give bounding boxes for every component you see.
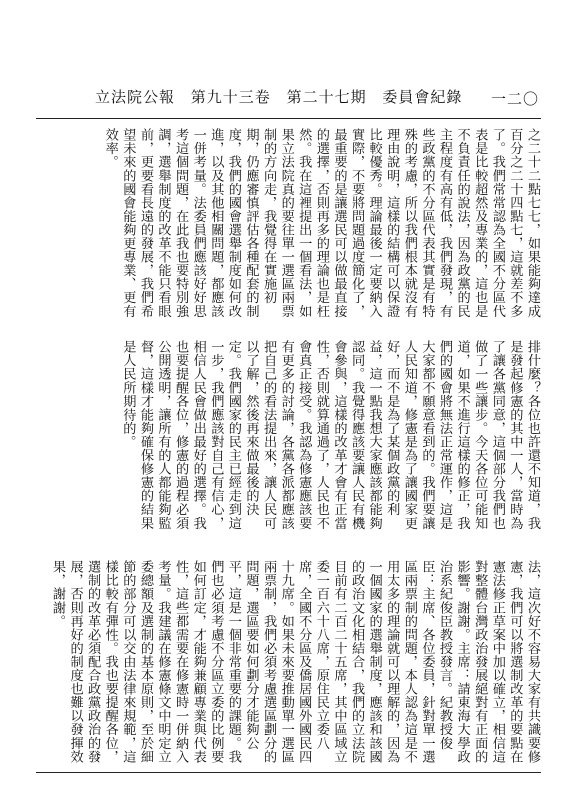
text-band-bottom: 法，這次好不容易大家有共識要修憲，我們可以將選制改革的要點在憲法修正草案中加以確立，相信這對整體台灣政治發展絕對有正面的影響。謝謝。主席：請東海大學政治系紀俊臣教授發言。紀教授俊臣：主席、各位委員，針對單一選區兩票制的問題，本人認為這是不用太多的理論就可以理解的，因為一個國家的選舉制度，應該和該國的政治文化相結合，我們的立法院目前有二百二十五席，其中區域立委一百六十八席，原住民立委八席，全國不分區及僑居國外國民四十九席。如果未來要推動單一選區兩票制，我們必須考慮選區劃分的問題，選區要如何劃分才能夠公平，這是一個非常重要的課題。我們也必須考慮不分區立委的比例要如何訂定，才能夠兼顧專業與代表性，這些都需要在修憲時一併納入考量。我建議在修憲條文中明定立委總額及選制的基本原則，至於細節的部分可以交由法律來規範，這樣比較有彈性。我也要提醒各位，選制的改革必須配合政黨政治的發展，否則再好的制度也難以發揮效果，謝謝。 [49,560,540,764]
header-rule [36,118,541,119]
page-header [0,0,565,132]
publication-title: 立法院公報 [95,88,176,106]
text-band-top: 之二十二點七七，如果能夠達成百分之二十四點七，這就差不多了。我們常常認為全國不分區代表是比較超然及專業的，這也是不負責任的說法，因為政黨的民主程度有高有低，我們發現，有些政黨的不分區代表其實是有特殊的考慮，所以我們根本就沒有理由說明，這樣的結構可以保證比較優秀。理論最後一定要納入實際，不要將問題過度簡化了，最重要的是讓選民可以做最直接的選擇，否則再多的理論也是枉然。我在這裡提出一個看法，如果立法院真的要往單一選區兩票制的方向走，我覺得在實施初期，仍應審慎評估各種配套的制度，我們的國會選舉制度如何改進，以及其他相關問題，都應該一併考量。法委員們應該好好思考這個問題，在此我也要特別強調，選舉制度的改革不能只看眼前，更要看長遠的發展，我們希望未來的國會能夠更專業、更有效率。 [102,128,540,318]
text-band-middle: 排什麼？各位也許還不知道，我是發起修憲的其中一人，當時為了讓各黨同意，這個部分我們也做了一些讓步。今天各位可能知道，如果不進行這樣的修正，我們的國會將無法正常運作，這是大家都不願意看到的。我們要讓人民知道，修憲是為了讓國家更好，而不是為了某個政黨的利益，這一點我想大家應該都能夠認同。我覺得應該要讓人民有機會參與，這樣的改革才會有正當性，否則就算通過了，人民也不會真正接受。我認為修憲應該要有更多的討論，各黨各派都應該把自己的看法提出來，讓人民可以了解，然後再來做最後的決定。我們國家的民主已經走到這一步，我們應該對自己有信心，相信人民會做出最好的選擇。我也要提醒各位，修憲的過程必須公開透明，讓所有的人都能夠監督，這樣才能夠確保修憲的結果是人民所期待的。 [120,340,540,530]
volume-label: 第九十三卷 [190,88,271,106]
footer-rule [36,772,541,773]
page-number: 一二〇 [490,90,539,108]
section-label: 委員會紀錄 [382,88,463,106]
issue-label: 第二十七期 [286,88,367,106]
running-head [95,86,472,107]
